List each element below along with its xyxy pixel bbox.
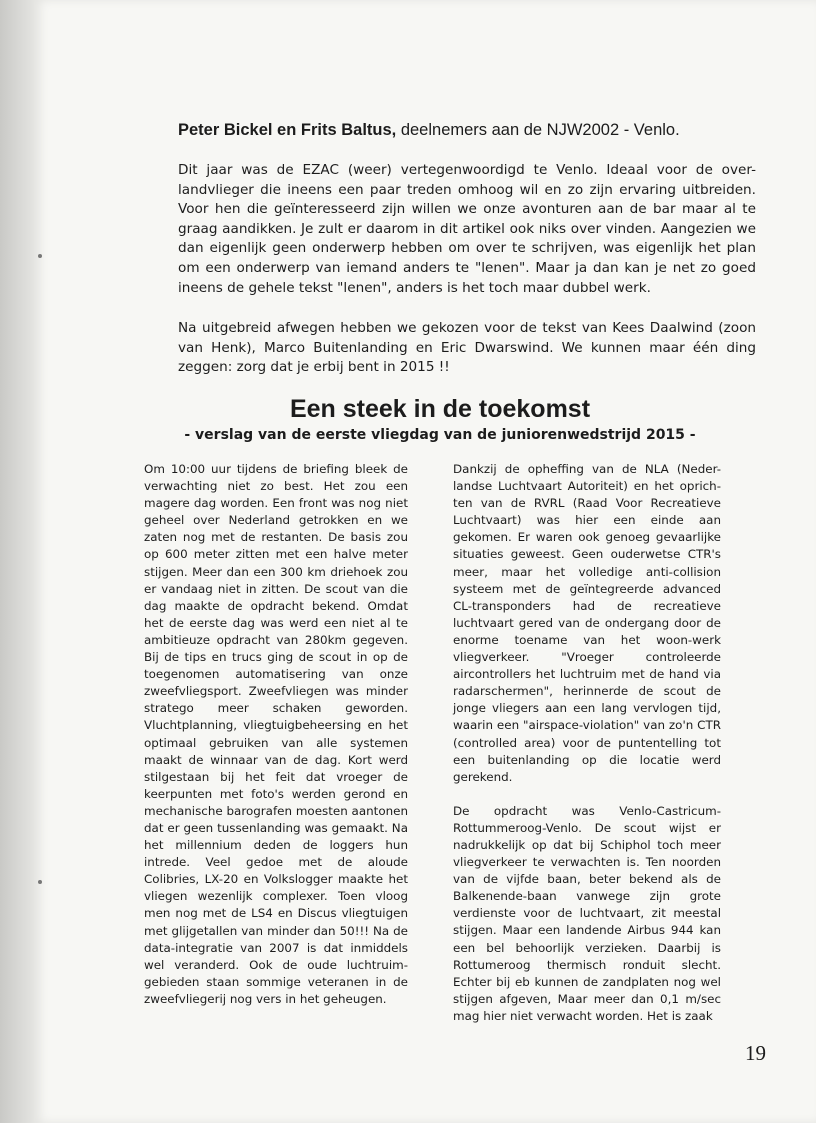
article-right-paragraph-2: De opdracht was Venlo-Castricum-Rottummeroog-Venlo. De scout wijst er nadrukkelijk op dat bij Schiphol toch meer vliegverkeer te verwachten is. Ten noorden van de vijfde baan, beter bekend als de Balkenende-baan vanwege zijn grote verdienste voor de luchtvaart, zit meestal stijgen. Maar een landende Airbus 944 kan een bel behoorlijk verzieken. Daarbij is Rottumeroog thermisch ronduit slecht. Echter bij eb kunnen de zandplaten nog wel stijgen afgeven, Maar meer dan 0,1 m/sec mag hier niet verwacht worden. Het is zaak: [453, 803, 721, 1023]
article-left-paragraph: Om 10:00 uur tijdens de briefing bleek de verwachting niet zo best. Het zou een magere dag worden. Een front was nog niet geheel over Nederland getrokken en we zaten nog met de restanten. De basis zou op 600 meter zitten met een halve meter stijgen. Meer dan een 300 km driehoek zou er vandaag niet in zitten. De scout van die dag maakte de opdracht bekend. Omdat het de eerste dag was werd een niet al te ambitieuze opdracht van 280km gegeven. Bij de tips en trucs ging de scout in op de toegenomen automatisering van onze zweefvliegsport. Zweefvliegen was minder stratego meer schaken geworden. Vluchtplanning, vliegtuigbeheersing en het optimaal gebruiken van alle systemen maakt de winnaar van de dag. Kort werd stilgestaan bij het feit dat vroeger de keerpunten met foto's werden gerond en mechanische barografen moesten aantonen dat er geen tussenlanding was gemaakt. Na het millennium deden de loggers hun intrede. Veel gedoe met de aloude Colibries, LX-20 en Volkslogger maakte het vliegen wezenlijk complexer. Toen vloog men nog met de LS4 en Discus vliegtuigen met glijgetallen van minder dan 50!!! Na de data-integratie van 2007 is dat inmiddels wel veranderd. Ook de oude luchtruim-gebieden staan sommige veteranen in de zweefvliegerij nog vers in het geheugen.: [144, 462, 408, 1006]
intro-heading-rest: deelnemers aan de NJW2002 - Venlo.: [396, 121, 680, 139]
page-binding-edge: [0, 0, 34, 1123]
intro-heading: [178, 121, 778, 140]
intro-paragraph-2: Na uitgebreid afwegen hebben we gekozen voor de tekst van Kees Daalwind (zoon van Henk), Marco Buitenlanding en Eric Dwarswind. We kunnen maar één ding zeggen: zorg dat je erbij bent in 2015 !!: [178, 320, 756, 376]
binding-hole-mark: [38, 254, 42, 258]
article-title: Een steek in de toekomst: [289, 395, 591, 423]
article-right-paragraph-1: Dankzij de opheffing van de NLA (Neder-landse Luchtvaart Autoriteit) en het oprich-ten van de RVRL (Raad Voor Recreatieve Luchtvaart) was hier een einde aan gekomen. Er waren ook genoeg gevaarlijke situaties geweest. Geen ouderwetse CTR's meer, maar het volledige anti-collision systeem met de geïntegreerde advanced CL-transponders had de recreatieve luchtvaart gered van de ondergang door de enorme toename van het woon-werk vliegverkeer. "Vroeger controleerde aircontrollers het luchtruim met de hand via radarschermen", herinnerde de scout de jonge vliegers aan een lang vervlogen tijd, waarin een "airspace-violation" van zo'n CTR (controlled area) voor de puntentelling tot een buitenlanding op die locatie werd gerekend.: [453, 462, 721, 784]
intro-paragraph-1: Dit jaar was de EZAC (weer) vertegenwoordigd te Venlo. Ideaal voor de over-landvlieger die ineens een paar treden omhoog wil en zo zijn ervaring uitbreiden. Voor hen die geïnteresseerd zijn willen we onze avonturen aan de bar maar al te graag aandikken. Je zult er daarom in dit artikel ook niks over vinden. Aangezien we dan eigenlijk geen onderwerp hebben om over te schrijven, was eigenlijk het plan om een onderwerp van iemand anders te "lenen". Maar ja dan kan je net zo goed ineens de gehele tekst "lenen", anders is het toch maar dubbel werk.: [178, 162, 756, 296]
article-subtitle: - verslag van de eerste vliegdag van de juniorenwedstrijd 2015 -: [184, 427, 696, 443]
magazine-page: [34, 0, 816, 1123]
article-column-left: [144, 461, 408, 1008]
binding-hole-mark: [38, 880, 42, 884]
intro-heading-authors: Peter Bickel en Frits Baltus,: [178, 121, 397, 139]
page-number: 19: [745, 1041, 766, 1065]
article-column-right: [453, 461, 721, 1025]
